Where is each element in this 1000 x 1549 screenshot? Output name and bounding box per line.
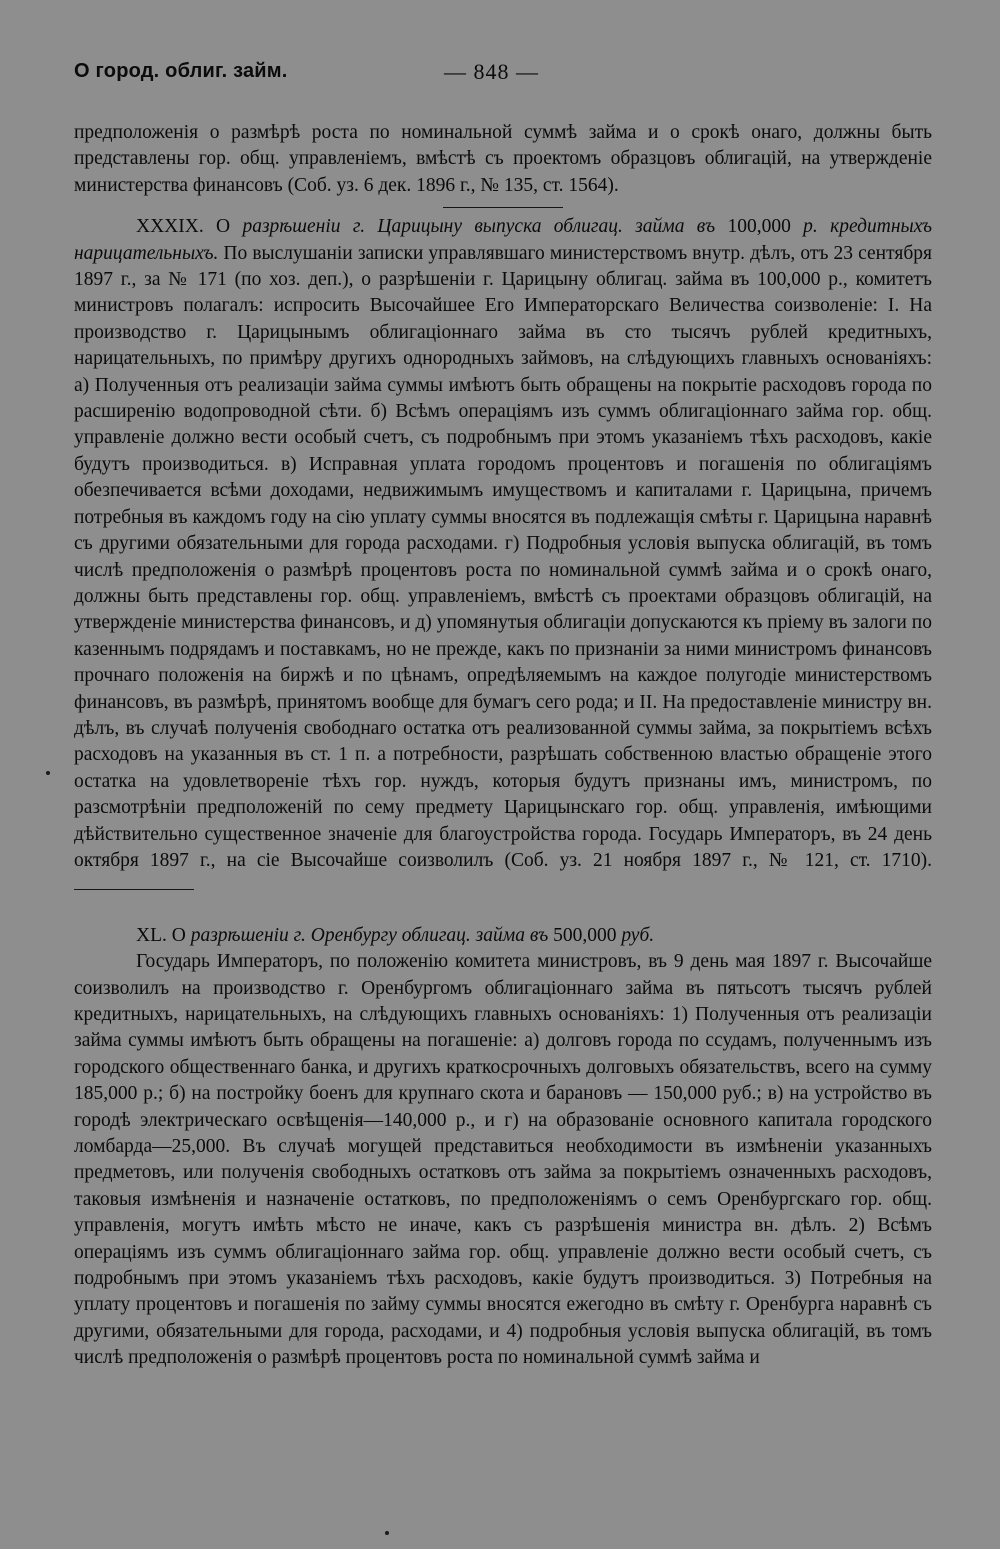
page-number: — 848 —	[444, 59, 539, 84]
section-39-body: По выслушаніи записки управлявшаго министерствомъ внутр. дѣлъ, отъ 23 сентября 1897 г., за № 171 (по хоз. деп.), о разрѣшеніи г. Царицыну облигац. займа въ 100,000 р., комитетъ министровъ полагалъ: испросить Высочайшее Его Императорскаго Величества соизволеніе: I. На производство г. Царицынымъ облигаціоннаго займа въ сто тысячъ рублей кредитныхъ, нарицательныхъ, по примѣру другихъ однородныхъ займовъ, на слѣдующихъ главныхъ основаніяхъ: а) Полученныя отъ реализаціи займа суммы имѣютъ быть обращены на покрытіе расходовъ города по расширенію водопроводной сѣти. б) Всѣмъ операціямъ изъ суммъ облигаціоннаго займа гор. общ. управленіе должно вести особый счетъ, съ подробнымъ при этомъ указаніемъ тѣхъ расходовъ, какіе будутъ производиться. в) Исправная уплата городомъ процентовъ и погашенія по облигаціямъ обезпечивается всѣми доходами, недвижимымъ имуществомъ и капиталами г. Царицына, причемъ потребныя въ каждомъ году на сію уплату суммы вносятся въ подлежащія смѣты г. Царицына наравнѣ съ другими обязательными для города расходами. г) Подробныя условія выпуска облигацій, въ томъ числѣ предположенія о размѣрѣ процентовъ роста по номинальной суммѣ займа и о срокѣ онаго, должны быть представлены гор. общ. управленіемъ, вмѣстѣ съ проектами образцовъ облигацій, на утвержденіе министерства финансовъ, и д) упомянутыя облигаціи допускаются къ пріему въ залоги по казеннымъ подрядамъ и поставкамъ, но не прежде, какъ по признаніи за ними министромъ финансовъ прочнаго положенія на биржѣ и по цѣнамъ, опредѣляемымъ на каждое полугодіе министерствомъ финансовъ, въ размѣрѣ, принятомъ вообще для бумагъ сего рода; и II. На предоставленіе министру вн. дѣлъ, въ случаѣ полученія свободнаго остатка отъ реализованной суммы займа, за покрытіемъ всѣхъ расходовъ на указанныя въ ст. 1 п. а потребности, разрѣшать собственною властью обращеніе этого остатка на удовлетвореніе тѣхъ гор. нуждъ, которыя будутъ признаны имъ, министромъ, по разсмотрѣніи предположеній по сему предмету Царицынскаго гор. общ. управленія, имѣющими дѣйствительно существенное значеніе для благоустройства города. Государь Императоръ, въ 24 день октября 1897 г., на сіе Высочайше соизволилъ (Соб. уз. 21 ноября 1897 г., № 121, ст. 1710).	[74, 242, 932, 871]
section-gap	[74, 901, 932, 923]
section-39	[74, 214, 932, 901]
page-header	[74, 60, 932, 92]
section-39-number: XXXIX. О	[136, 216, 231, 238]
margin-dot	[46, 771, 50, 775]
section-40-title: разрѣшеніи г. Оренбургу облигац. займа въ	[190, 924, 549, 946]
section-40-body: Государь Императоръ, по положенію комитета министровъ, въ 9 день мая 1897 г. Высочайше соизволилъ на производство г. Оренбургомъ облигаціоннаго займа въ пятьсотъ тысячъ рублей кредитныхъ, нарицательныхъ, на слѣдующихъ главныхъ основаніяхъ: 1) Полученныя отъ реализаціи займа суммы имѣютъ быть обращены на погашеніе: а) долговъ города по ссудамъ, полученнымъ изъ городского общественнаго банка, и другихъ краткосрочныхъ долговыхъ обязательствъ, всего на сумму 185,000 р.; б) на постройку боенъ для крупнаго скота и барановъ — 150,000 руб.; в) на устройство въ городѣ электрическаго освѣщенія—140,000 р., и г) на образованіе основного капитала городского ломбарда—25,000. Въ случаѣ могущей представиться необходимости въ измѣненіи указанныхъ предметовъ, или полученія свободныхъ остатковъ отъ займа за покрытіемъ означенныхъ расходовъ, таковыя измѣненія и назначеніе остатковъ, по предположеніямъ о семъ Оренбургскаго гор. общ. управленія, могутъ имѣть мѣсто не иначе, какъ съ разрѣшенія министра вн. дѣлъ. 2) Всѣмъ операціямъ изъ суммъ облигаціоннаго займа гор. общ. управленіе должно вести особый счетъ, съ подробнымъ при этомъ указаніемъ тѣхъ расходовъ, какіе будутъ производиться. 3) Потребныя на уплату процентовъ и погашенія по займу суммы вносятся ежегодно въ смѣту г. Оренбурга наравнѣ съ другими, обязательными для города, расходами, и 4) подробныя условія выпуска облигацій, въ томъ числѣ предположенія о размѣрѣ процентовъ роста по номинальной суммѣ займа и	[74, 951, 932, 1369]
section-40-title-end: руб.	[621, 924, 655, 946]
intro-paragraph: предположенія о размѣрѣ роста по номинальной суммѣ займа и о срокѣ онаго, должны быть представлены гор. общ. управленіемъ, вмѣстѣ съ проектомъ образцовъ облигацій, на утвержденіе министерства финансовъ (Соб. уз. 6 дек. 1896 г., № 135, ст. 1564).	[74, 122, 932, 196]
running-title: О город. облиг. займ.	[74, 60, 288, 82]
section-divider	[443, 207, 563, 208]
section-39-title-end: р. кредитныхъ нарицательныхъ.	[74, 216, 932, 264]
section-39-amount: 100,000	[727, 216, 791, 238]
section-39-title: разрѣшеніи г. Царицыну выпуска облигац. займа въ	[242, 216, 716, 238]
bottom-dot	[385, 1531, 389, 1535]
section-40-amount: 500,000	[553, 924, 617, 946]
section-40-heading	[74, 923, 932, 949]
page-body	[74, 120, 932, 1372]
section-end-rule	[74, 889, 194, 890]
section-40-number: XL. О	[136, 924, 186, 946]
